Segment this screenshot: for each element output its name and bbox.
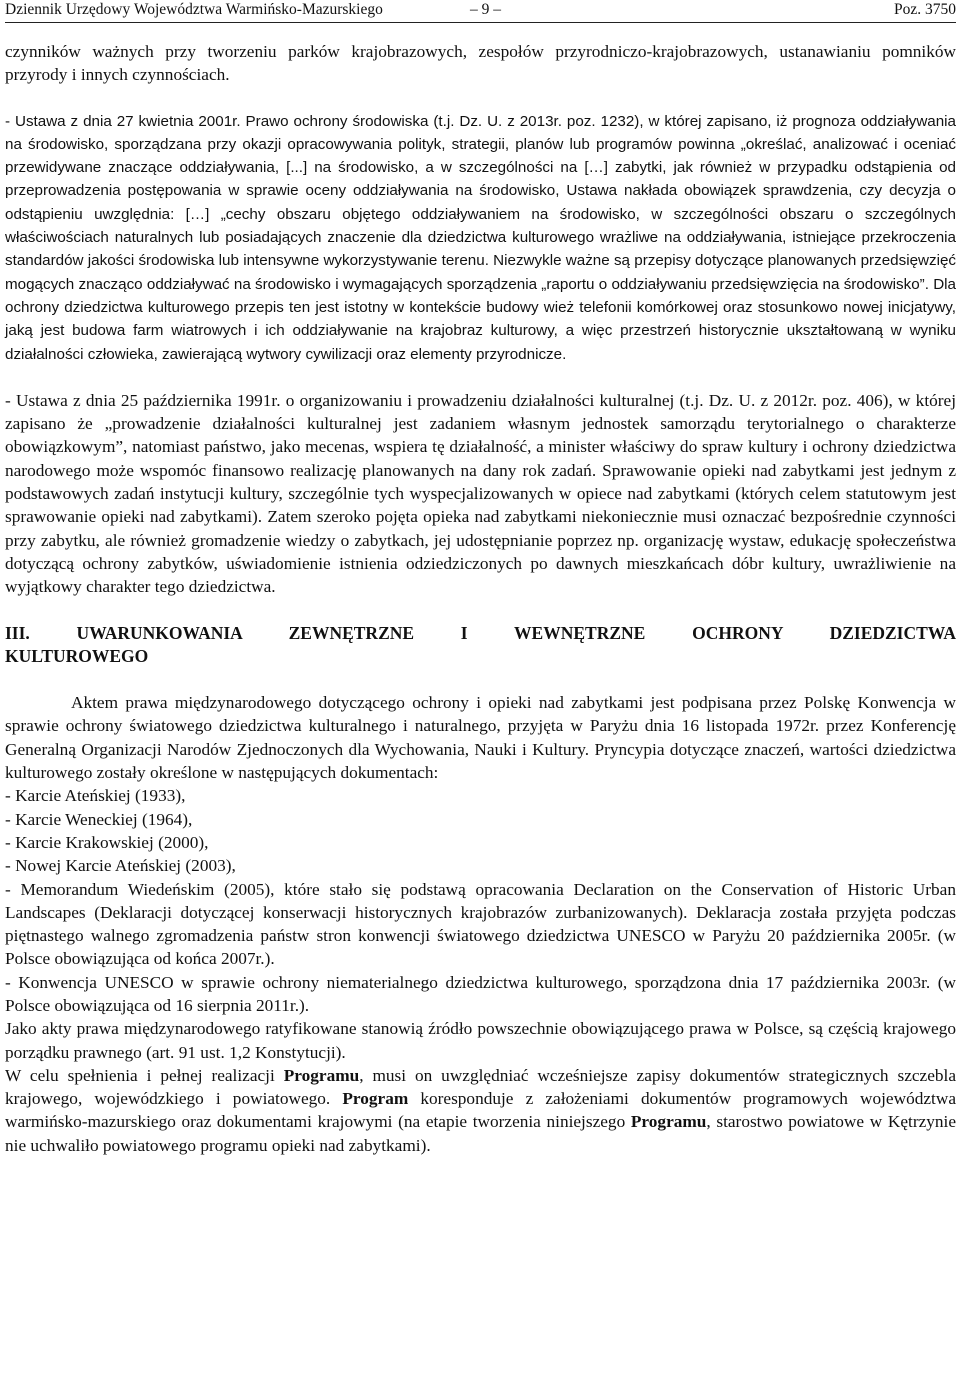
list-item: - Karcie Krakowskiej (2000), <box>5 832 209 852</box>
paragraph-1: czynników ważnych przy tworzeniu parków krajobrazowych, zespołów przyrodniczo-krajobrazowych, ustanawianiu pomników przyrody i innych czynnościach. <box>5 42 956 85</box>
text-run: koresponduje z założeniami dokumentów programowych województwa warmińsko-mazurskiego oraz dokumentami krajowymi (na etapie tworzenia niniejszego <box>5 1089 956 1132</box>
paragraph-culture-law: - Ustawa z dnia 25 października 1991r. o organizowaniu i prowadzeniu działalności kulturalnej (t.j. Dz. U. z 2012r. poz. 406), w której zapisano że „prowadzenie działalności kulturalnej jest zadaniem własnym jednostek samorządu terytorialnego o charakterze obowiązkowym”, natomiast państwo, jako mecenas, wspiera tę działalność, a minister właściwy do spraw kultury i ochrony dziedzictwa narodowego może wspomóc finansowo realizację planowanych na dany rok zadań. Sprawowanie opieki nad zabytkami jest jednym z podstawowych zadań instytucji kultury, szczególnie tych wyspecjalizowanych w opiece nad zabytkami (których celem statutowym jest sprawowanie opieki nad zabytkami). Zatem szeroko pojęta opieka nad zabytkami niekoniecznie musi oznaczać bezpośrednie czynności przy zabytku, ale również gromadzenie wiedzy o zabytkach, jej udostępnianie poprzez np. organizację wystaw, edukację społeczeństwa dotyczącą ochrony zabytków, uświadomienie istnienia odziedziczonych po dawnych mieszkańcach dóbr kultury, uwrażliwienie na wyjątkowy charakter tego dziedzictwa. <box>5 390 956 597</box>
list-item: - Nowej Karcie Ateńskiej (2003), <box>5 856 236 876</box>
text-run: , starostwo powiatowe w Kętrzynie nie uchwaliło powiatowego programu opieki nad zabytkami). <box>5 1112 956 1155</box>
paragraph-environment-law: - Ustawa z dnia 27 kwietnia 2001r. Prawo ochrony środowiska (t.j. Dz. U. z 2013r. poz. 1232), w której zapisano, iż prognoza oddziaływania na środowisko, sporządzana przy okazji opracowywania polityk, strategii, planów lub programów powinna „określać, analizować i oceniać przewidywane znaczące oddziaływania, [...] na środowisko, a w szczególności na […] zabytki, jak również w przypadku odstąpienia od przeprowadzenia postępowania w sprawie oceny oddziaływania na środowisko, Ustawa nakłada obowiązek sprawdzenia, czy decyzja o odstąpieniu uwzględnia: […] „cechy obszaru objętego oddziaływaniem na środowisko, w szczególności obszaru o szczególnych właściwościach naturalnych lub posiadających znaczenie dla dziedzictwa kulturowego wrażliwe na oddziaływania, istniejące przekroczenia standardów jakości środowiska lub intensywne wykorzystywanie terenu. Niezwykle ważne są przepisy dotyczące planowanych przedsięwzięć mogących znacząco oddziaływać na środowisko i wymagających sporządzenia „raportu o oddziaływaniu przedsięwzięcia na środowisko”. Dla ochrony dziedzictwa kulturowego przepis ten jest istotny w kontekście budowy wież telefonii komórkowej oraz stosunkowo nowej inicjatywy, jaką jest budowa farm wiatrowych i ich oddziaływanie na krajobraz kulturowy, a więc przestrzeń historycznie ukształtowaną w wyniku działalności człowieka, zawierającą wytwory cywilizacji oraz elementy przyrodnicze. <box>5 112 956 363</box>
paragraph-program <box>5 1064 956 1157</box>
text-run: W celu spełnienia i pełnej realizacji <box>5 1065 284 1085</box>
program-bold: Program <box>342 1089 409 1109</box>
program-bold: Programu <box>283 1065 360 1085</box>
position-number: Poz. 3750 <box>894 1 956 18</box>
page-header <box>5 0 956 23</box>
list-item: - Konwencja UNESCO w sprawie ochrony niematerialnego dziedzictwa kulturowego, sporządzona dnia 17 października 2003r. (w Polsce obowiązująca od 16 sierpnia 2011r.). <box>5 972 956 1015</box>
paragraph-ratification: Jako akty prawa międzynarodowego ratyfikowane stanowią źródło powszechnie obowiązującego prawa w Polsce, są częścią krajowego porządku prawnego (art. 91 ust. 1,2 Konstytucji). <box>5 1019 956 1062</box>
paragraph-international-law: Aktem prawa międzynarodowego dotyczącego ochrony i opieki nad zabytkami jest podpisana przez Polskę Konwencja w sprawie ochrony światowego dziedzictwa kulturalnego i naturalnego, przyjęta w Paryżu dnia 16 listopada 1972r. przez Konferencję Generalną Organizacji Narodów Zjednoczonych dla Wychowania, Nauki i Kultury. Pryncypia dotyczące znaczeń, wartości dziedzictwa kulturowego zostały określone w następujących dokumentach: <box>5 693 956 783</box>
list-item: - Karcie Ateńskiej (1933), <box>5 786 186 806</box>
page-number: – 9 – <box>470 1 501 18</box>
text-run: , musi on uwzględniać wcześniejsze zapisy dokumentów strategicznych szczebla krajowego, wojewódzkiego i powiatowego. <box>5 1065 956 1109</box>
journal-title: Dziennik Urzędowy Województwa Warmińsko-Mazurskiego <box>5 1 383 18</box>
program-bold: Programu <box>630 1112 707 1132</box>
list-item: - Memorandum Wiedeńskim (2005), które stało się podstawą opracowania Declaration on the Conservation of Historic Urban Landscapes (Deklaracji dotyczącej konserwacji historycznych krajobrazów zurbanizowanych). Deklaracja została przyjęta podczas piętnastego walnego zgromadzenia państw stron konwencji światowego dziedzictwa UNESCO w Paryżu 20 października 2005r. (w Polsce obowiązująca od końca 2007r.). <box>5 879 956 969</box>
document-body <box>5 40 956 1157</box>
section-heading-line-1: III. UWARUNKOWANIA ZEWNĘTRZNE I WEWNĘTRZNE OCHRONY DZIEDZICTWA <box>5 622 956 643</box>
list-item: - Karcie Weneckiej (1964), <box>5 809 193 829</box>
section-heading-line-2: KULTUROWEGO <box>5 645 149 666</box>
